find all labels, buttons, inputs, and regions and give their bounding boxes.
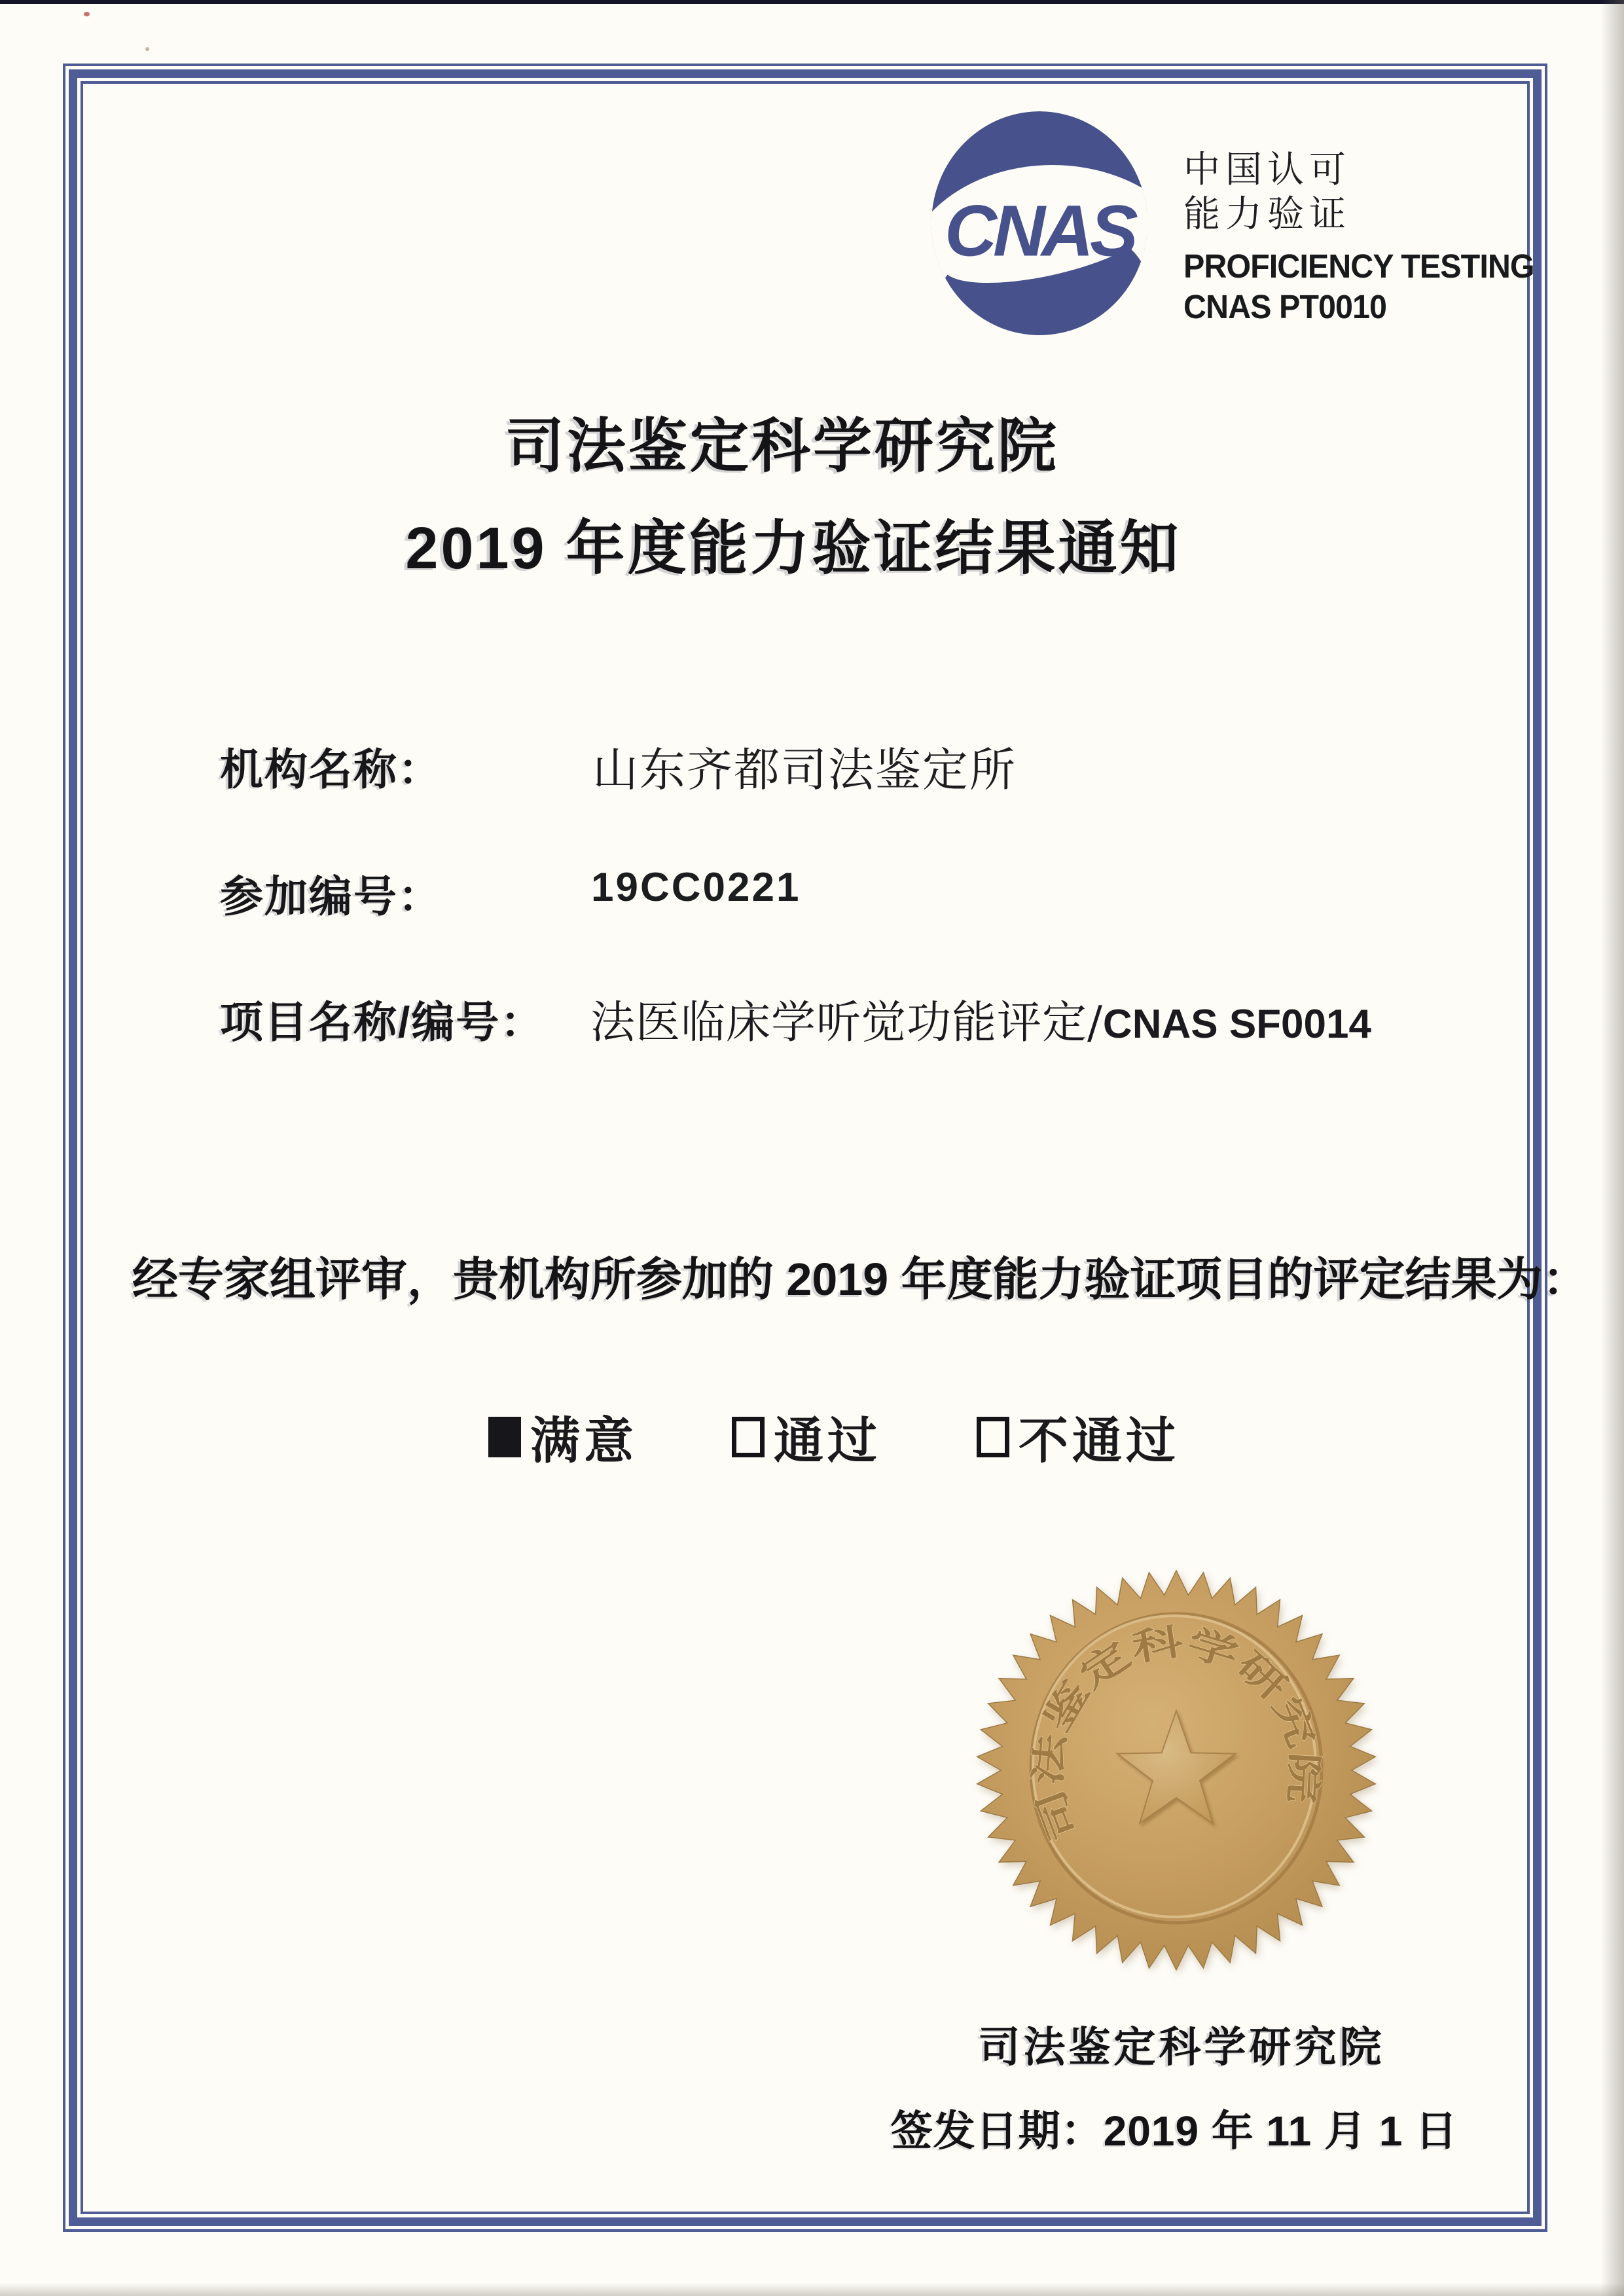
- option-satisfactory-label: 满意: [530, 1412, 638, 1470]
- cnas-logo-text: CNAS: [945, 191, 1134, 272]
- institution-value: 山东齐都司法鉴定所: [592, 743, 1017, 797]
- scan-speck: [145, 47, 149, 51]
- issue-date: 签发日期：2019 年 11 月 1 日: [890, 2107, 1458, 2155]
- seal-text: 司法鉴定科学研究院: [1026, 1620, 1326, 1847]
- participant-number-value: 19CC0221: [591, 865, 801, 910]
- option-fail: [977, 1401, 1180, 1472]
- checkbox-empty-icon: [732, 1417, 765, 1457]
- page-title-line1: 司法鉴定科学研究院: [505, 414, 1059, 479]
- project-value-cn: 法医临床学听觉功能评定/: [590, 997, 1103, 1049]
- option-pass: [732, 1401, 881, 1472]
- project-label: 项目名称/编号：: [220, 998, 545, 1046]
- project-value-code: CNAS SF0014: [1102, 1002, 1371, 1047]
- accreditation-block: [1183, 148, 1553, 327]
- checkbox-filled-icon: [488, 1417, 521, 1457]
- field-row-project: [0, 987, 1624, 1059]
- scan-speck: [84, 12, 90, 16]
- option-pass-label: 通过: [774, 1412, 881, 1470]
- option-fail-label: 不通过: [1019, 1412, 1180, 1470]
- participant-number-label: 参加编号：: [220, 872, 442, 920]
- institution-label: 机构名称：: [220, 745, 442, 793]
- field-row-institution: [0, 735, 1624, 807]
- scan-edge-right: [1600, 0, 1624, 2296]
- cnas-logo: [929, 110, 1149, 337]
- checkbox-empty-icon: [977, 1417, 1009, 1457]
- scan-edge-bottom: [0, 2283, 1624, 2296]
- scan-edge-top: [0, 0, 1624, 4]
- gold-seal: [976, 1570, 1377, 1971]
- field-row-participant-number: [0, 862, 1624, 934]
- evaluation-statement: 经专家组评审，贵机构所参加的 2019 年度能力验证项目的评定结果为：: [132, 1254, 1589, 1305]
- page-title-line2: 2019 年度能力验证结果通知: [405, 516, 1182, 581]
- project-value: [590, 987, 1371, 1051]
- issuer-name: 司法鉴定科学研究院: [978, 2024, 1385, 2071]
- accreditation-en-line1: PROFICIENCY TESTING: [1183, 247, 1534, 285]
- accreditation-cn-line1: 中国认可: [1183, 150, 1351, 191]
- accreditation-cn-line2: 能力验证: [1183, 194, 1351, 235]
- option-satisfactory: [488, 1401, 638, 1472]
- accreditation-en-line2: CNAS PT0010: [1183, 288, 1386, 325]
